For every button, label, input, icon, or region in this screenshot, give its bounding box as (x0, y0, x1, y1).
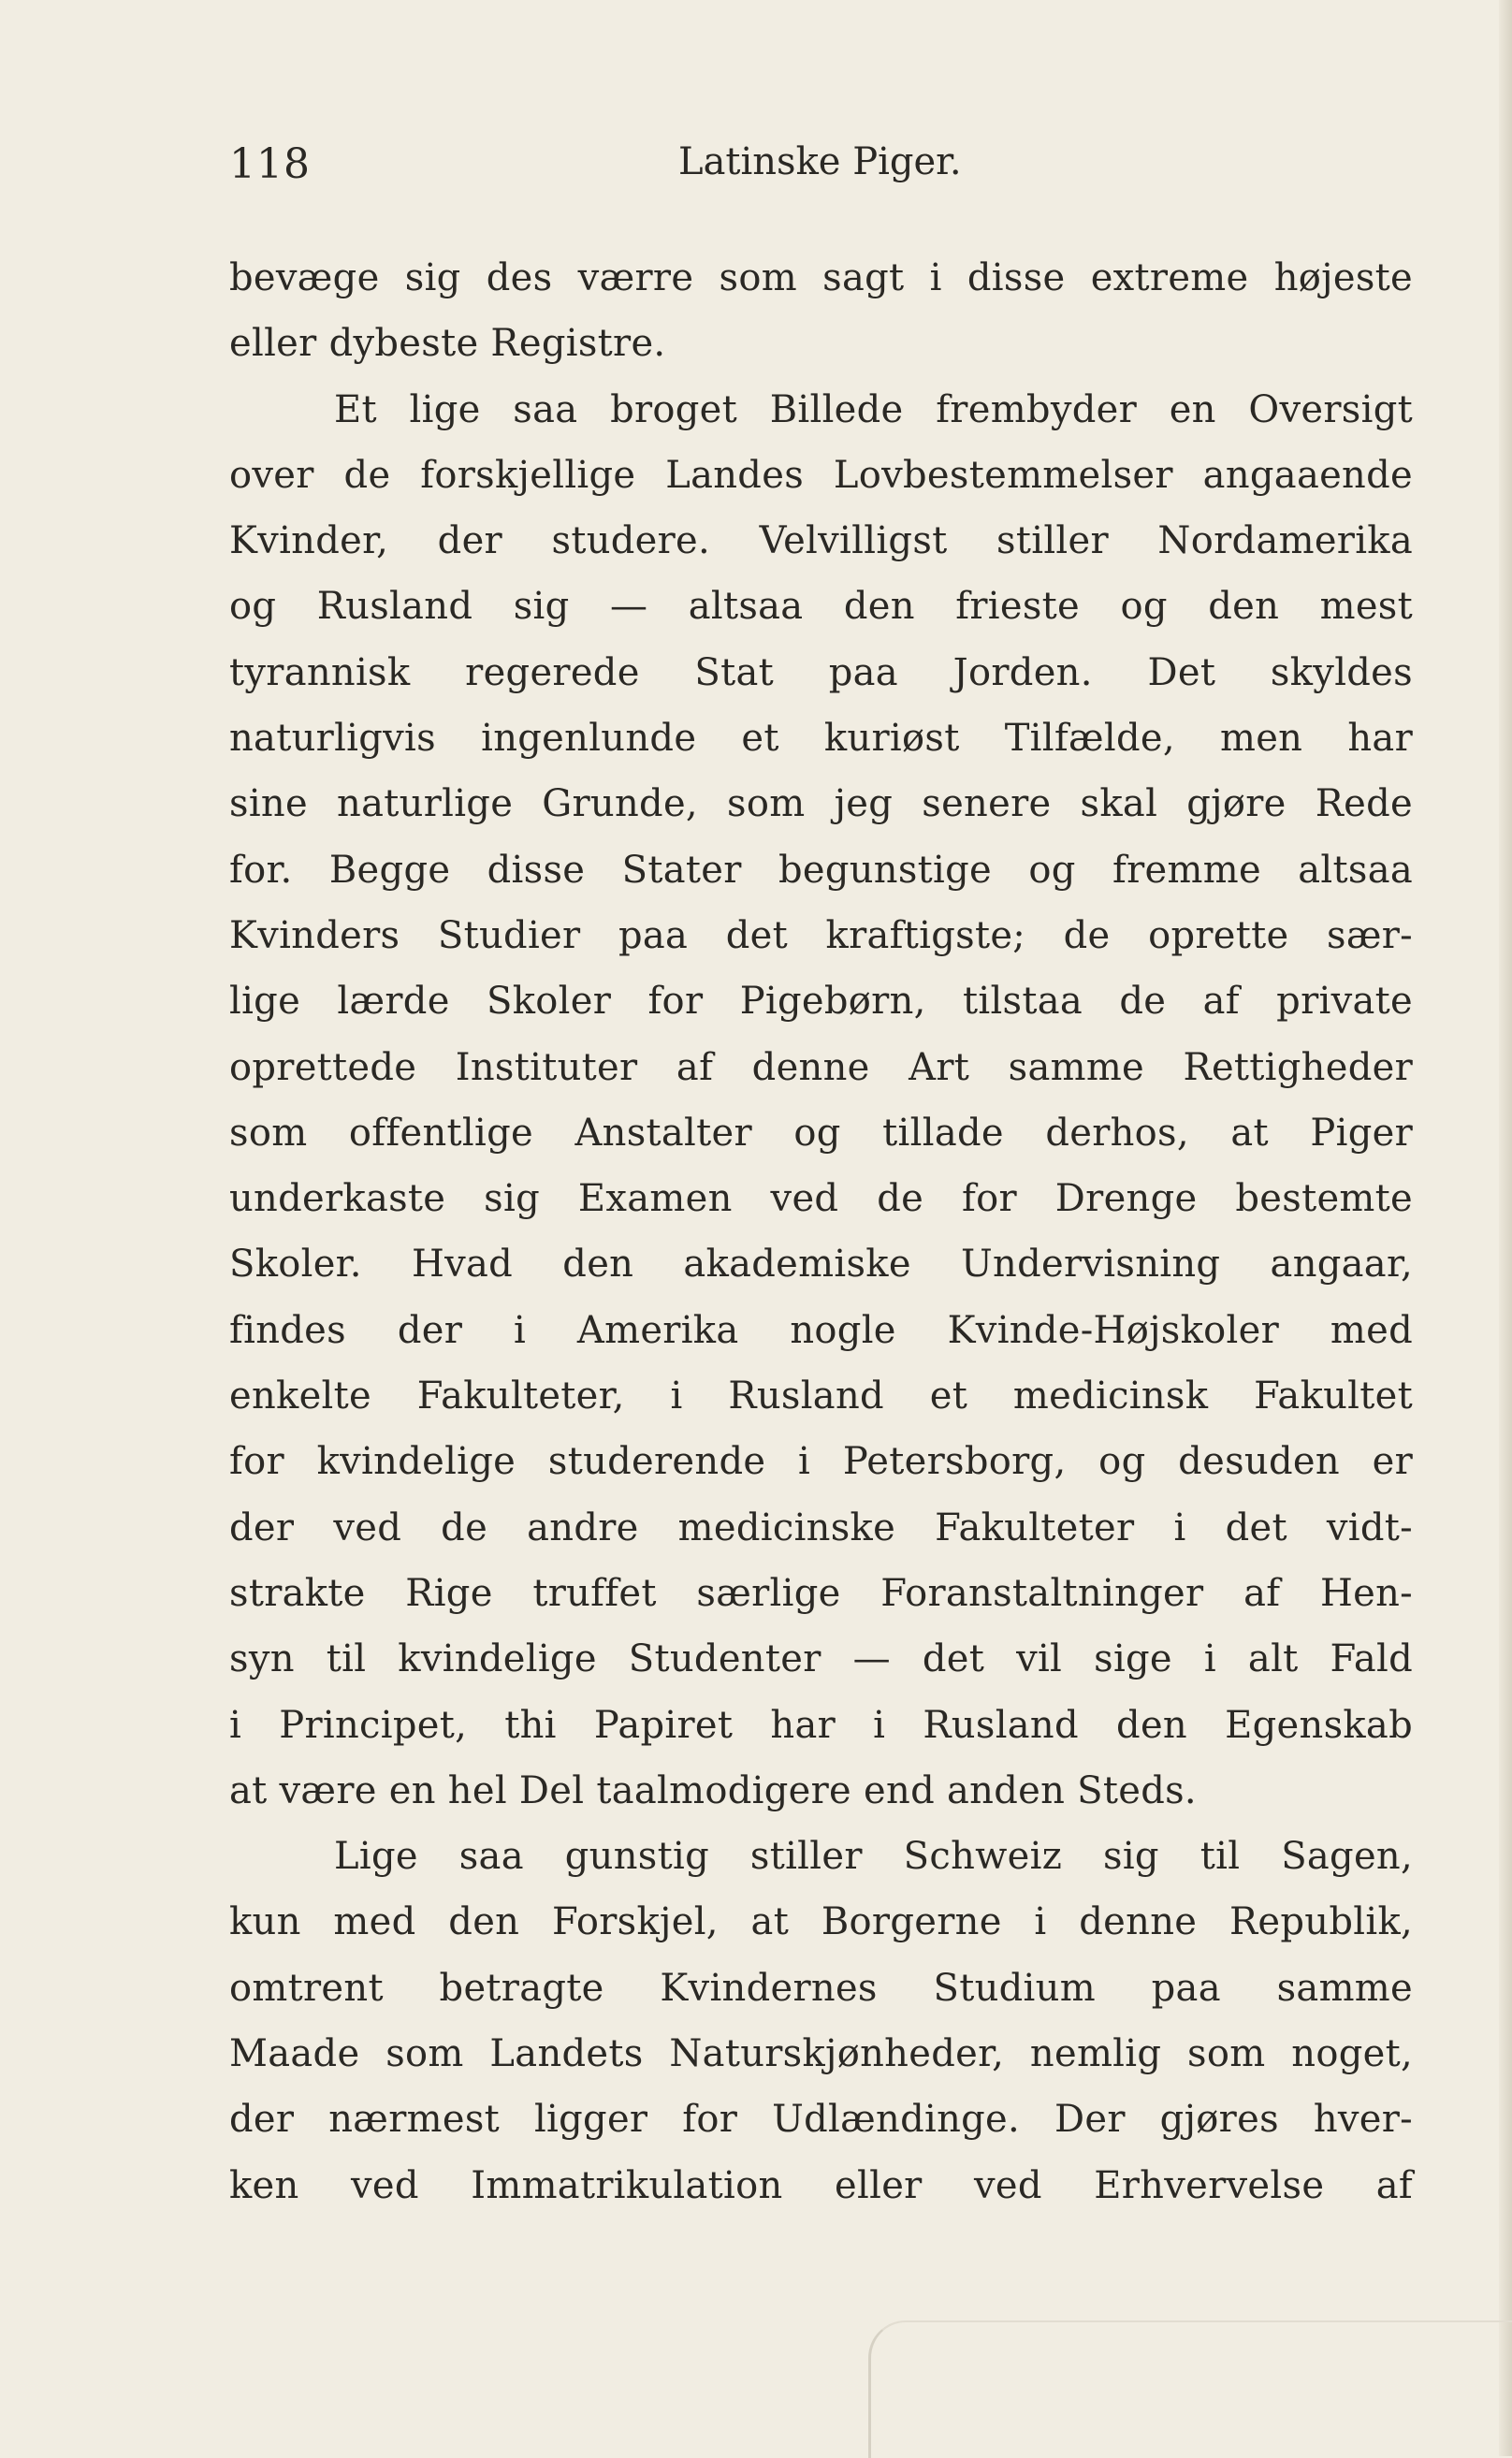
text-line: syn til kvindelige Studenter — det vil sige i alt Fald (229, 1637, 1413, 1681)
text-line: for. Begge disse Stater begunstige og fremme altsaa (229, 848, 1413, 892)
text-line: at være en hel Del taalmodigere end anden Steds. (229, 1768, 1197, 1812)
text-line: der ved de andre medicinske Fakulteter i det vidt- (229, 1505, 1413, 1549)
text-line: omtrent betragte Kvindernes Studium paa samme (229, 1966, 1413, 2010)
text-line: for kvindelige studerende i Petersborg, og desuden er (229, 1440, 1413, 1484)
text-line: Kvinders Studier paa det kraftigste; de oprette sær- (229, 913, 1413, 957)
paper-tab-mark (868, 2320, 1512, 2458)
text-line: kun med den Forskjel, at Borgerne i denne Republik, (229, 1900, 1413, 1944)
text-line: der nærmest ligger for Udlændinge. Der gjøres hver- (229, 2098, 1413, 2142)
text-line: oprettede Instituter af denne Art samme Rettigheder (229, 1045, 1413, 1089)
running-title: Latinske Piger. (678, 140, 962, 183)
page-edge (1499, 0, 1512, 2456)
text-line: naturligvis ingenlunde et kuriøst Tilfælde, men har (229, 717, 1413, 761)
text-line: Kvinder, der studere. Velvilligst stiller Nordamerika (229, 519, 1413, 563)
text-line: strakte Rige truffet særlige Foranstaltninger af Hen- (229, 1571, 1413, 1615)
text-line: over de forskjellige Landes Lovbestemmelser angaaende (229, 453, 1413, 497)
page-header (229, 140, 1413, 196)
text-line: og Rusland sig — altsaa den frieste og den mest (229, 585, 1413, 629)
page-number: 118 (229, 140, 311, 188)
text-line: tyrannisk regerede Stat paa Jorden. Det skyldes (229, 650, 1413, 694)
text-line: eller dybeste Registre. (229, 322, 666, 366)
text-line: Maade som Landets Naturskjønheder, nemlig som noget, (229, 2032, 1413, 2076)
text-line: Et lige saa broget Billede frembyder en Oversigt (334, 387, 1413, 431)
text-line: sine naturlige Grunde, som jeg senere skal gjøre Rede (229, 782, 1413, 826)
text-line: Skoler. Hvad den akademiske Undervisning angaar, (229, 1243, 1413, 1287)
text-line: findes der i Amerika nogle Kvinde-Højskoler med (229, 1308, 1413, 1352)
text-line: i Principet, thi Papiret har i Rusland den Egenskab (229, 1703, 1413, 1747)
text-line: lige lærde Skoler for Pigebørn, tilstaa de af private (229, 980, 1413, 1024)
text-line: bevæge sig des værre som sagt i disse extreme højeste (229, 256, 1413, 299)
text-line: underkaste sig Examen ved de for Drenge bestemte (229, 1177, 1413, 1221)
body-text (229, 245, 1413, 2218)
text-line: som offentlige Anstalter og tillade derhos, at Piger (229, 1111, 1413, 1155)
text-line: Lige saa gunstig stiller Schweiz sig til Sagen, (334, 1835, 1413, 1879)
text-line: enkelte Fakulteter, i Rusland et medicinsk Fakultet (229, 1374, 1413, 1418)
text-line: ken ved Immatrikulation eller ved Erhvervelse af (229, 2163, 1413, 2207)
